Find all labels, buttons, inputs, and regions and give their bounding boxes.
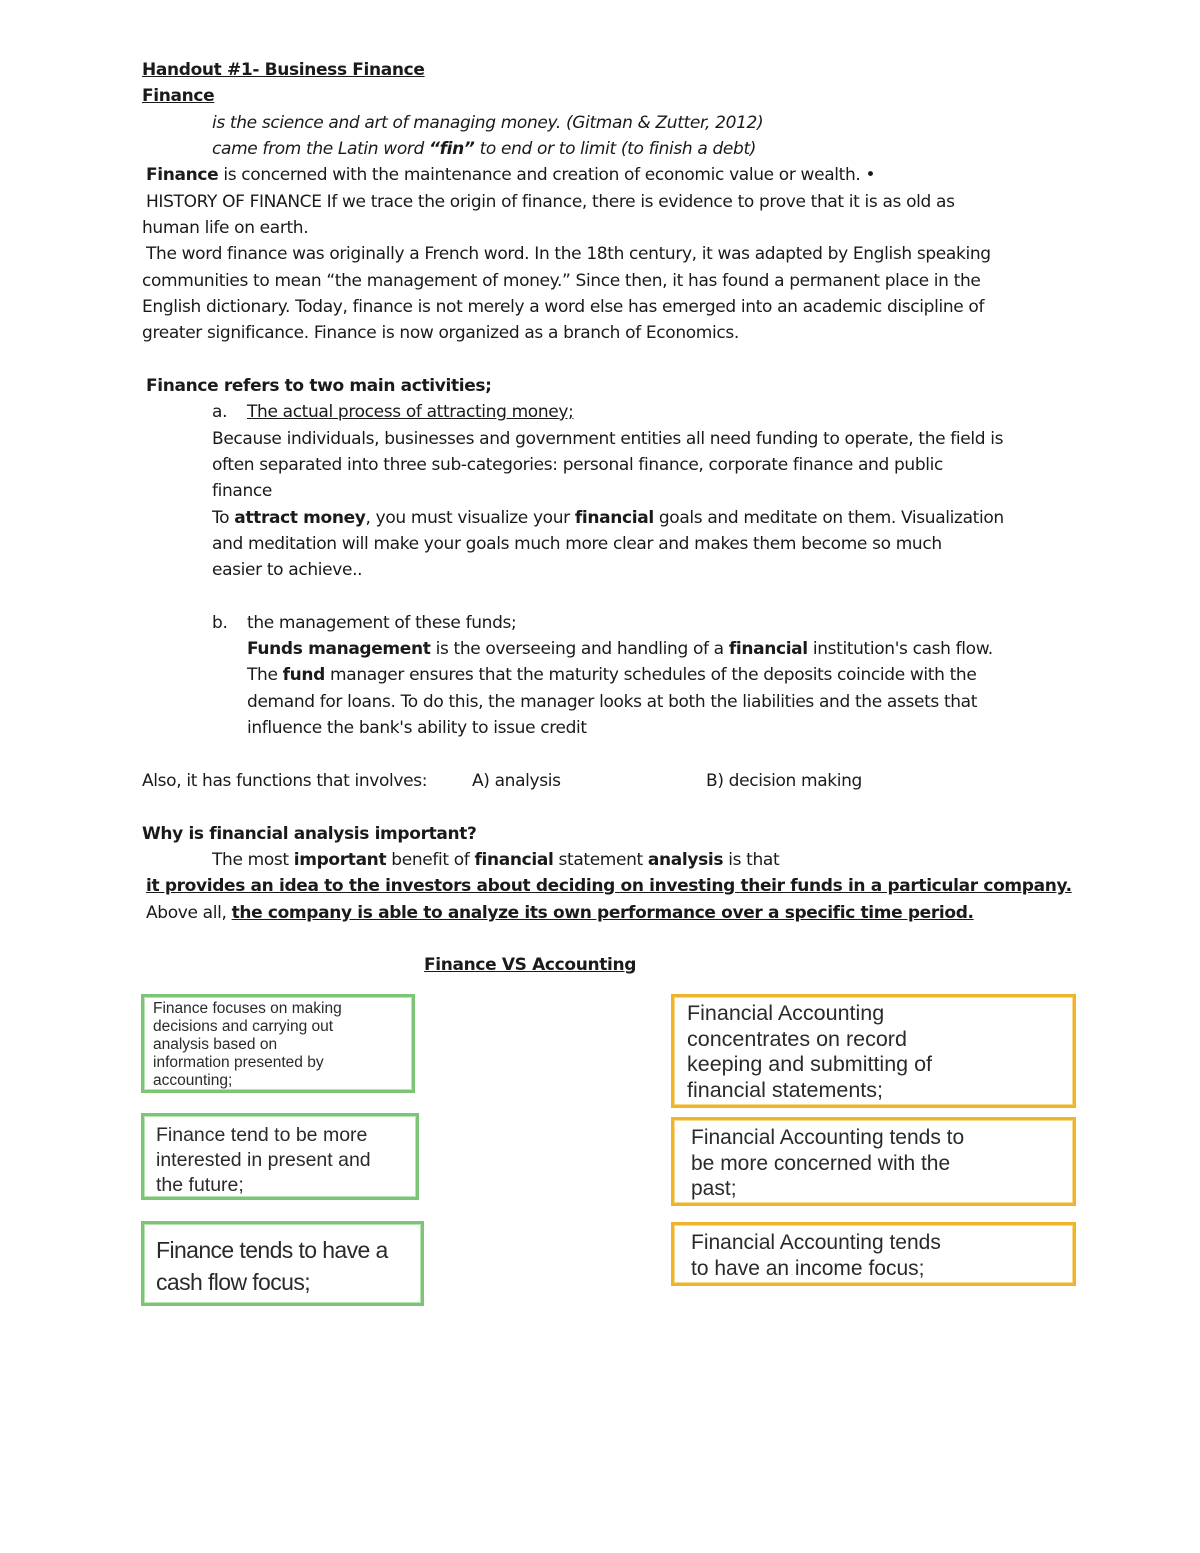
activity-a-line-5: and meditation will make your goals much more clear and makes them become so much: [212, 534, 942, 554]
bold-term: important: [293, 850, 387, 870]
comparison-heading: Finance VS Accounting: [424, 955, 637, 975]
why-heading: Why is financial analysis important?: [142, 824, 477, 844]
box-line: interested in present and: [156, 1149, 371, 1171]
text-fragment: The: [247, 665, 283, 685]
activity-a-line-6: easier to achieve..: [212, 560, 363, 580]
text-fragment: is that: [723, 850, 780, 870]
text-fragment: institution's cash flow.: [807, 639, 993, 659]
accounting-box-1: [671, 994, 1076, 1108]
bold-term: attract money: [234, 508, 366, 528]
concern-text: is concerned with the maintenance and creation of economic value or wealth. •: [218, 165, 876, 185]
box-line: Financial Accounting tends to: [691, 1126, 965, 1149]
bold-term: Funds management: [247, 639, 431, 659]
functions-intro: Also, it has functions that involves:: [142, 771, 428, 791]
definition-text: to end or to limit (to finish a debt): [474, 139, 757, 159]
accounting-box-2: [671, 1117, 1076, 1206]
text-fragment: The most: [212, 850, 294, 870]
activity-b-line-4: influence the bank's ability to issue credit: [247, 718, 587, 738]
finance-heading: Finance: [142, 86, 215, 106]
box-line: Financial Accounting tends: [691, 1231, 941, 1254]
bold-term: financial: [728, 639, 808, 659]
text-fragment: statement: [553, 850, 648, 870]
box-line: analysis based on: [153, 1036, 278, 1053]
text-fragment: goals and meditate on them. Visualization: [653, 508, 1004, 528]
activity-b-line-3: demand for loans. To do this, the manager looks at both the liabilities and the assets that: [247, 692, 978, 712]
word-origin-line-3: English dictionary. Today, finance is not merely a word else has emerged into an academic discipline of: [142, 297, 985, 317]
box-line: Finance tend to be more: [156, 1124, 368, 1146]
activity-b-line-2: [247, 662, 976, 688]
activity-a-line-1: Because individuals, businesses and government entities all need funding to operate, the field is: [212, 429, 1004, 449]
finance-box-3: [141, 1221, 424, 1306]
text-fragment: is the overseeing and handling of a: [430, 639, 729, 659]
definition-line-2: [212, 136, 756, 162]
why-line-2: it provides an idea to the investors about deciding on investing their funds in a particular company.: [146, 876, 1072, 896]
activity-b-marker: b.: [212, 613, 228, 633]
text-fragment: To: [212, 508, 235, 528]
bold-term: financial: [474, 850, 554, 870]
activity-b-title: the management of these funds;: [247, 613, 517, 633]
word-origin-line-4: greater significance. Finance is now organized as a branch of Economics.: [142, 323, 739, 343]
box-line: decisions and carrying out: [153, 1018, 334, 1035]
box-line: to have an income focus;: [691, 1256, 925, 1280]
box-line: be more concerned with the: [691, 1151, 951, 1175]
activity-a-line-4: [212, 505, 1004, 531]
activity-a-line-2: often separated into three sub-categories: personal finance, corporate finance and public: [212, 455, 944, 475]
accounting-box-3: [671, 1222, 1076, 1286]
history-line-1: HISTORY OF FINANCE If we trace the origin of finance, there is evidence to prove that it is as old as: [146, 192, 955, 212]
text-fragment: manager ensures that the maturity schedules of the deposits coincide with the: [325, 665, 977, 685]
box-line: past;: [691, 1177, 737, 1200]
activity-a-line-3: finance: [212, 481, 273, 501]
box-line: Financial Accounting: [687, 1001, 885, 1025]
definition-text: came from the Latin word: [212, 139, 430, 159]
box-line: the future;: [156, 1174, 244, 1196]
underlined-statement: the company is able to analyze its own performance over a specific time period.: [231, 903, 974, 923]
why-line-1: [212, 847, 779, 873]
bold-term: analysis: [647, 850, 724, 870]
function-decision-making: B) decision making: [706, 771, 862, 791]
box-line: Finance tends to have a: [156, 1237, 388, 1263]
text-fragment: Above all,: [146, 903, 232, 923]
text-fragment: , you must visualize your: [365, 508, 575, 528]
box-line: cash flow focus;: [156, 1269, 311, 1295]
text-fragment: benefit of: [386, 850, 475, 870]
history-line-2: human life on earth.: [142, 218, 309, 238]
box-line: financial statements;: [687, 1077, 883, 1102]
box-line: Finance focuses on making: [153, 1000, 342, 1017]
box-line: information presented by: [153, 1054, 324, 1071]
activities-heading: Finance refers to two main activities;: [146, 376, 492, 396]
finance-concern-line: [146, 162, 875, 188]
bold-term: fund: [282, 665, 325, 685]
latin-word: “fin”: [429, 139, 475, 159]
finance-term: Finance: [146, 165, 219, 185]
box-line: accounting;: [153, 1072, 233, 1089]
above-all-line: [146, 900, 974, 926]
activity-a-marker: a.: [212, 402, 228, 422]
activity-a-title: The actual process of attracting money;: [247, 402, 574, 422]
activity-b-line-1: [247, 636, 993, 662]
function-analysis: A) analysis: [472, 771, 561, 791]
word-origin-line-1: The word finance was originally a French word. In the 18th century, it was adapted by English speaking: [146, 244, 991, 264]
finance-box-2: [141, 1113, 419, 1200]
word-origin-line-2: communities to mean “the management of money.” Since then, it has found a permanent place in the: [142, 271, 981, 291]
bold-term: financial: [574, 508, 654, 528]
box-line: keeping and submitting of: [687, 1052, 933, 1076]
definition-line-1: is the science and art of managing money. (Gitman & Zutter, 2012): [212, 113, 764, 133]
finance-box-1: [141, 994, 415, 1093]
document-title: Handout #1- Business Finance: [142, 60, 425, 80]
box-line: concentrates on record: [687, 1026, 907, 1051]
